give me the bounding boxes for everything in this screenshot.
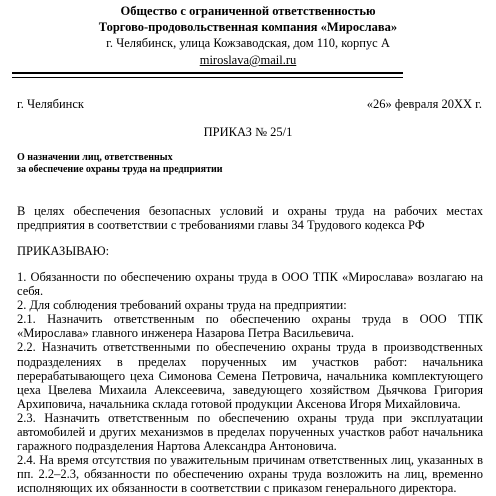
subject-line-1: О назначении лиц, ответственных [17, 152, 173, 163]
company-legal-form: Общество с ограниченной ответственностью [120, 4, 376, 18]
place: г. Челябинск [17, 97, 84, 111]
preamble [17, 204, 483, 232]
item-2: 2. Для соблюдения требований охраны труда на предприятии: [17, 298, 347, 313]
header-rule-thick [12, 72, 403, 74]
date: «26» февраля 20ХХ г. [366, 97, 482, 111]
order-word: ПРИКАЗЫВАЮ: [17, 244, 110, 258]
item-1: 1. Обязанности по обеспечению охраны труда в ООО ТПК «Мирослава» возлагаю на себя. [17, 270, 483, 299]
company-address: г. Челябинск, улица Кожзаводская, дом 110, корпус А [106, 36, 390, 50]
header-rule-thin [12, 77, 403, 78]
item-2-2: 2.2. Назначить ответственными по обеспечению охраны труда в производственных подразделениях в пределах порученных им участков работ: начальника перерабатывающего цеха Симонова Семена Петровича, начальника комплектующего цеха Цвелева Михаила Алексеевича, заведующего хозяйством Дьячкова Григория Архиповича, начальника склада готовой продукции Аксенова Игоря Михайловича. [17, 340, 483, 411]
order-title: ПРИКАЗ № 25/1 [203, 125, 293, 139]
item-2-3: 2.3. Назначить ответственным по обеспечению охраны труда при эксплуатации автомобилей и других механизмов в пределах порученных участков работ начальника гаражного подразделения Нартова Александра Антоновича. [17, 410, 483, 454]
company-email [0, 53, 496, 68]
email-link[interactable]: miroslava@mail.ru [199, 53, 297, 67]
order-items [17, 270, 483, 496]
company-name: Торгово-продовольственная компания «Мирослава» [98, 20, 398, 34]
item-2-4: 2.4. На время отсутствия по уважительным причинам ответственных лиц, указанных в пп. 2.2–2.3, обязанности по обеспечению охраны труда возложить на лиц, временно исполняющих их обязанности в соответствии с приказом генерального директора. [17, 453, 483, 496]
preamble-text: В целях обеспечения безопасных условий и охраны труда на рабочих местах предприятия в соответствии с требованиями главы 34 Трудового кодекса РФ [17, 204, 483, 233]
item-2-1: 2.1. Назначить ответственным по обеспечению охраны труда в ООО ТПК «Мирослава» главного инженера Назарова Петра Васильевича. [17, 312, 483, 341]
subject-line-2: за обеспечение охраны труда на предприятии [17, 164, 223, 175]
